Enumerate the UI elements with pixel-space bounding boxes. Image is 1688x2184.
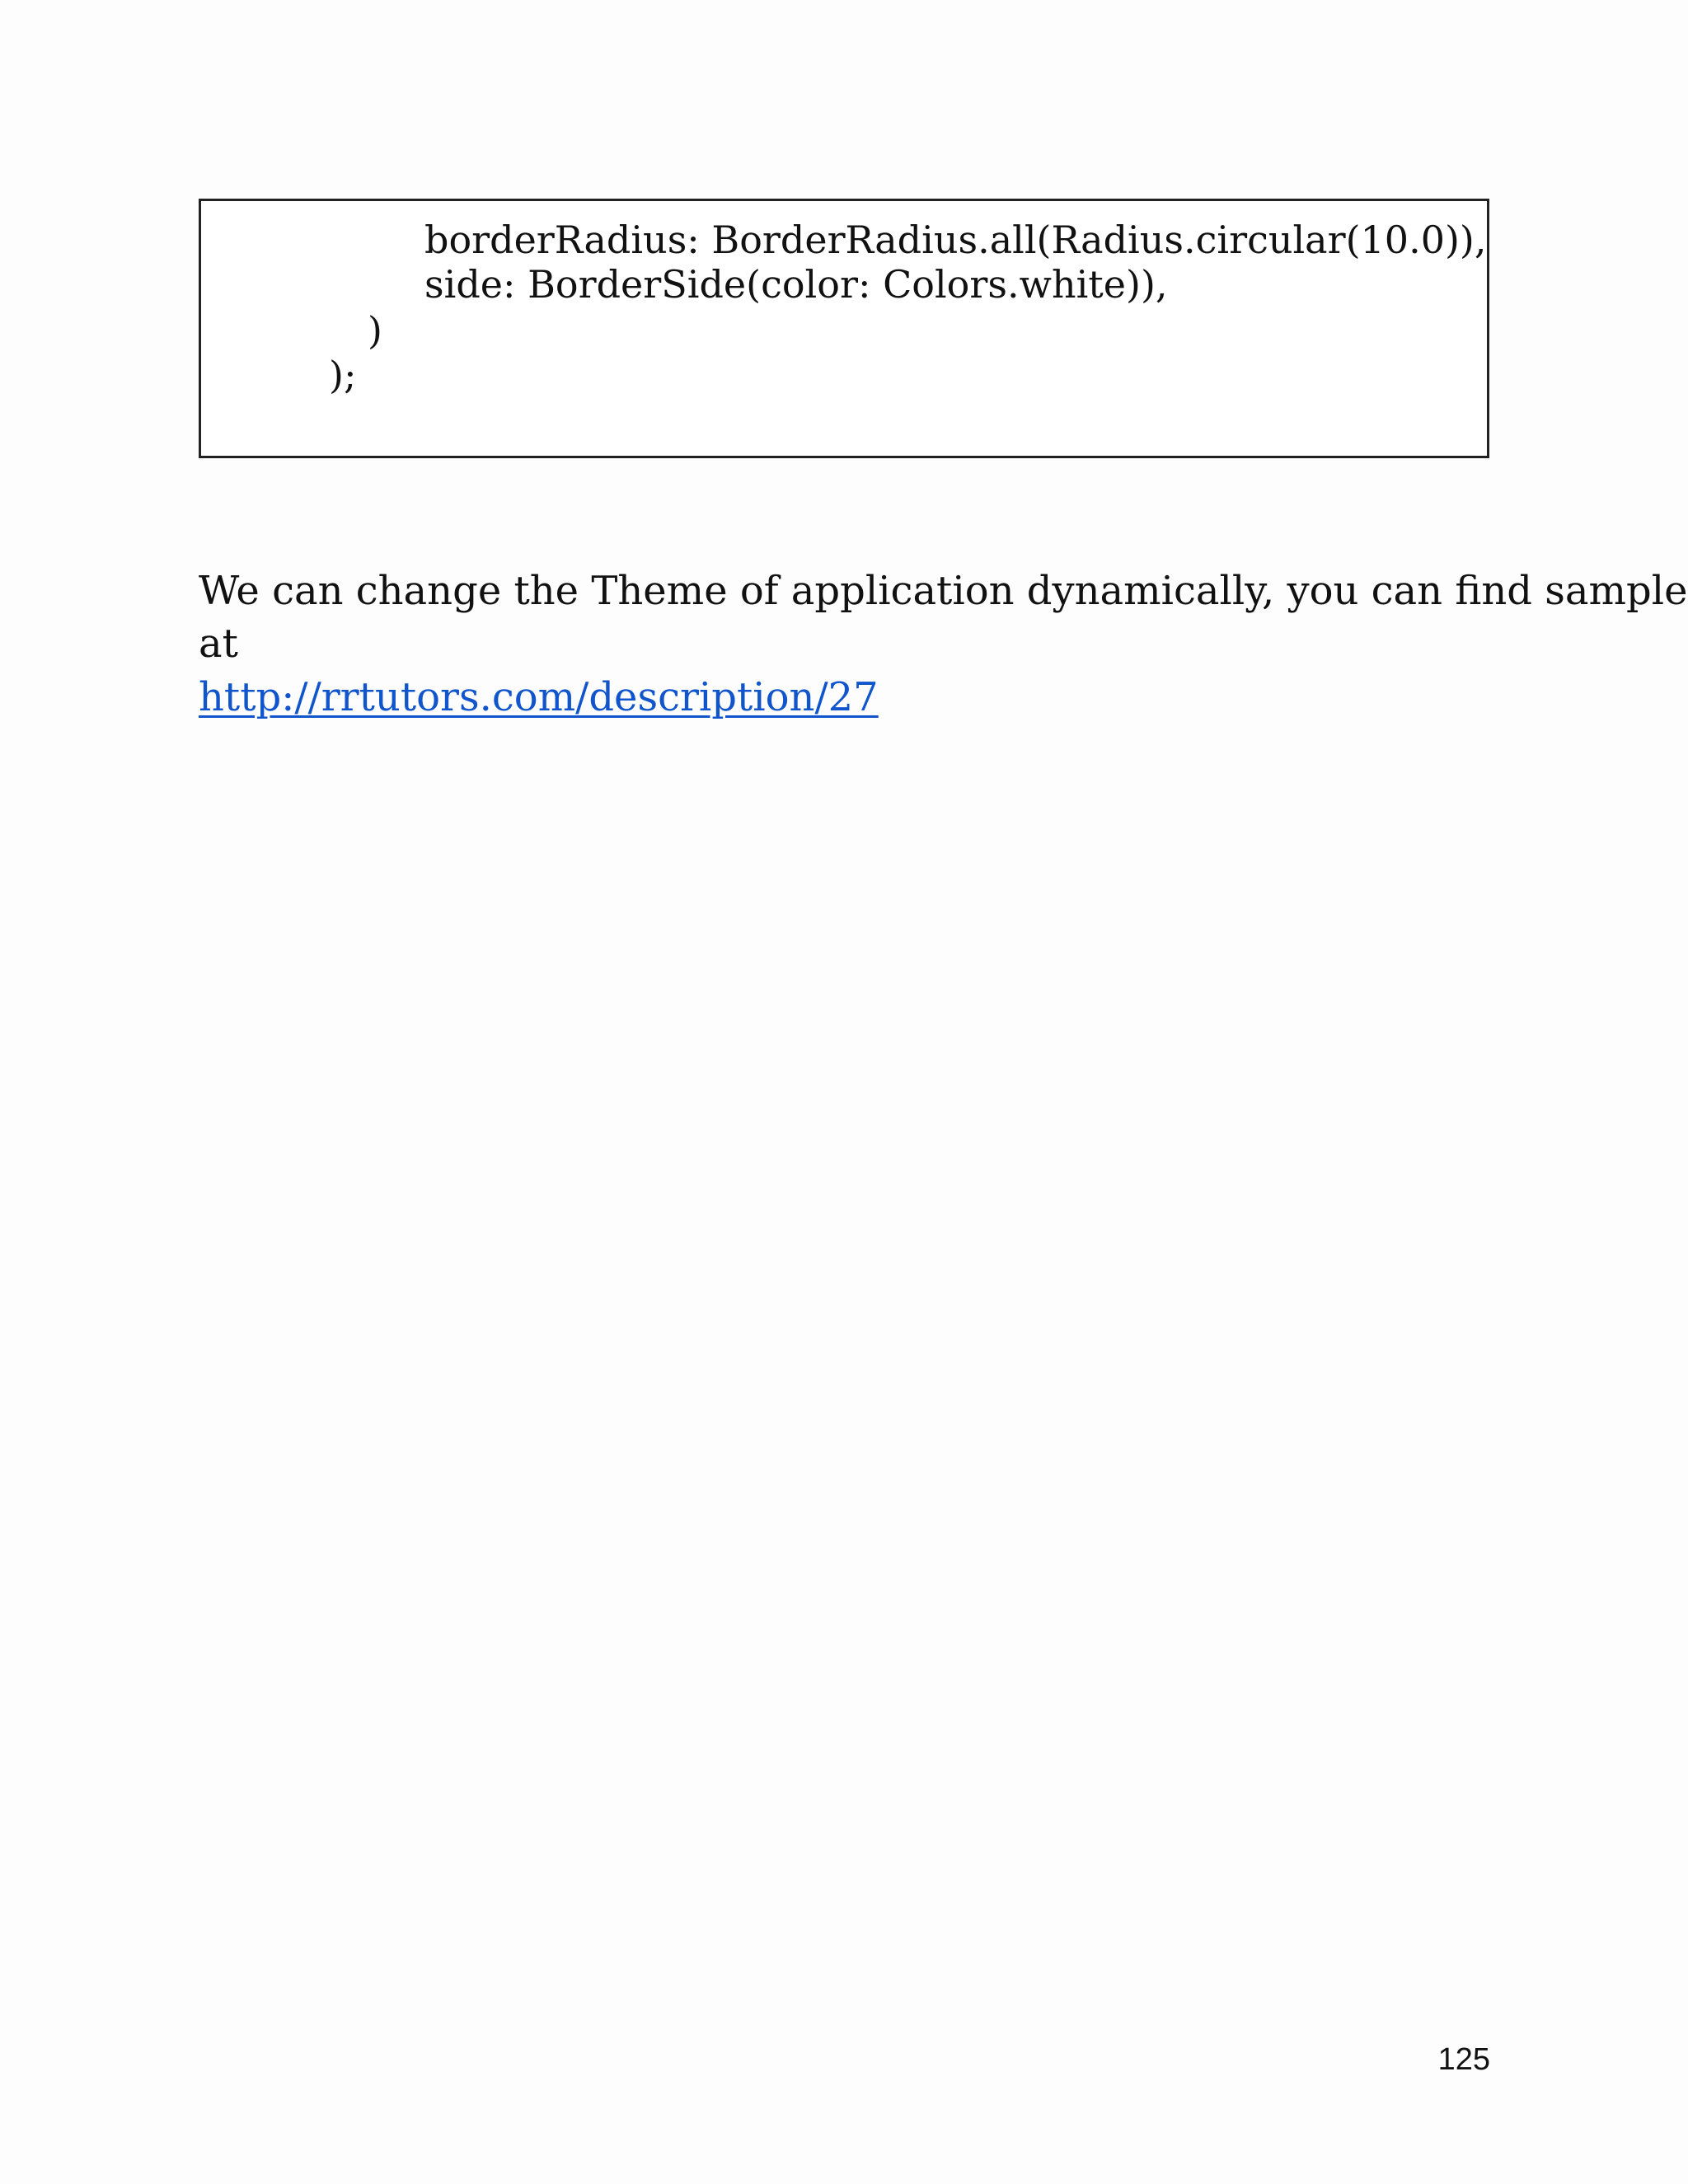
page-number: 125 [1437, 2042, 1490, 2077]
sample-link[interactable]: http://rrtutors.com/description/27 [199, 674, 879, 720]
code-line: ); [329, 353, 357, 397]
paragraph-line: We can change the Theme of application dynamically, you can find sample [199, 568, 1688, 614]
code-line: borderRadius: BorderRadius.all(Radius.circular(10.0)), [424, 218, 1487, 262]
code-block [199, 199, 1489, 458]
body-paragraph [199, 565, 1688, 670]
code-line: ) [368, 308, 382, 353]
code-line: side: BorderSide(color: Colors.white)), [424, 262, 1168, 307]
paragraph-line: at [199, 621, 238, 667]
